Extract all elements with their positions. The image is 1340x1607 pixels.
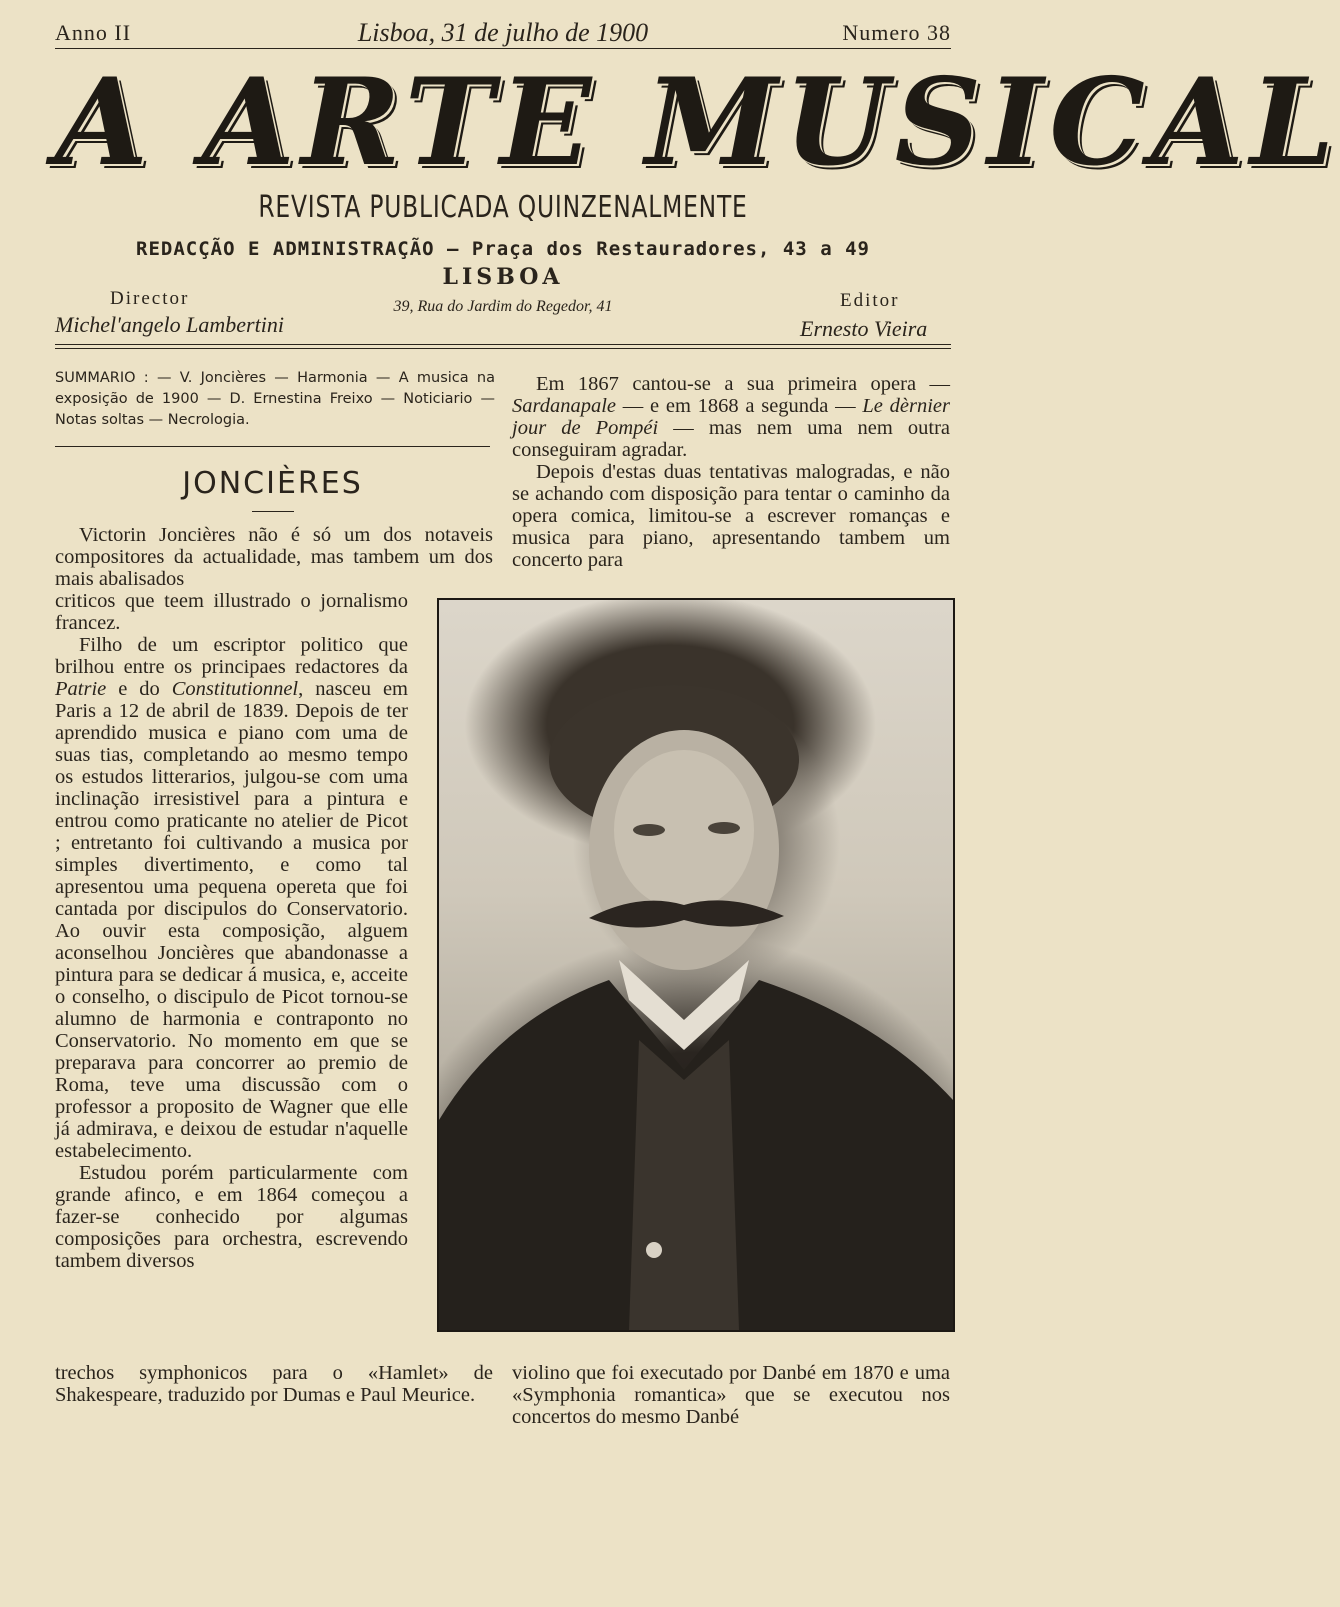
article-paragraph: Depois d'estas duas tentativas malogradas, e não se achando com disposição para tentar o caminho da opera comica, limitou-se a escrever romanças e musica para piano, apresentando tambem um concerto para [512, 461, 950, 571]
issue-header [55, 14, 951, 48]
director-label: Director [110, 288, 190, 309]
article-title: JONCIÈRES [182, 466, 363, 501]
editor-label: Editor [840, 290, 900, 311]
article-left-column [55, 590, 408, 1272]
masthead-title: A ARTE MUSICAL [55, 52, 1340, 193]
article-right-column [512, 373, 950, 571]
masthead-rule-thin [55, 348, 951, 349]
text-run: e do [106, 678, 172, 700]
article-paragraph-intro: Victorin Joncières não é só um dos notaveis compositores da actualidade, mas tambem um dos mais abalisados [55, 524, 493, 590]
editor-name: Ernesto Vieira [800, 316, 928, 341]
masthead-city: LISBOA [442, 264, 564, 290]
title-rule [252, 511, 294, 512]
text-run-italic: Constitutionnel [171, 678, 299, 700]
masthead-redaccao: REDACÇÃO E ADMINISTRAÇÃO — Praça dos Restauradores, 43 a 49 [136, 238, 870, 260]
issue-date: Lisboa, 31 de julho de 1900 [357, 18, 649, 47]
issue-year: Anno II [55, 20, 132, 45]
article-paragraph: Estudou porém particularmente com grande afinco, e em 1864 começou a fazer-se conhecido por algumas composições para orchestra, escrevendo tambem diversos [55, 1162, 408, 1272]
masthead-subtitle: REVISTA PUBLICADA QUINZENALMENTE [258, 190, 748, 225]
text-run: Filho de um escriptor politico que brilhou entre os principaes redactores da [55, 634, 408, 678]
portrait-vest [629, 1040, 739, 1330]
masthead-rule [55, 344, 951, 345]
header-rule [55, 48, 951, 49]
portrait-photo [437, 598, 955, 1332]
text-run: Em 1867 cantou-se a sua primeira opera — [536, 373, 950, 395]
summary-rule [55, 446, 490, 447]
text-run-italic: Sardanapale [512, 395, 617, 417]
portrait-eye-right [708, 822, 740, 834]
portrait-eye-left [633, 824, 665, 836]
issue-number: Numero 38 [842, 20, 951, 45]
portrait-illustration [439, 600, 953, 1330]
article-paragraph [55, 634, 408, 1162]
article-paragraph: criticos que teem illustrado o jornalismo francez. [55, 590, 408, 634]
text-run-italic: Patrie [55, 678, 107, 700]
article-paragraph-continued: violino que foi executado por Danbé em 1870 e uma «Symphonia romantica» que se executou nos concertos do mesmo Danbé [512, 1362, 950, 1428]
text-run: — mas nem uma nem outra conseguiram agradar. [512, 417, 950, 461]
masthead-address: 39, Rua do Jardim do Regedor, 41 [393, 298, 613, 315]
text-run-italic: Le dèrnier jour de Pompéi [512, 395, 950, 439]
summary-block: SUMMARIO : — V. Joncières — Harmonia — A musica na exposição de 1900 — D. Ernestina Freixo — Noticiario — Notas soltas — Necrologia. [55, 370, 495, 428]
text-run: , nasceu em Paris a 12 de abril de 1839. Depois de ter aprendido musica e piano com uma de suas tias, completando ao mesmo tempo os estudos litterarios, julgou-se com uma inclinação irresistivel para a pintura e entrou como praticante no atelier de Picot ; entretanto foi cultivando a musica por simples divertimento, e como tal apresentou uma pequena opereta que foi cantada por discipulos do Conservatorio. Ao ouvir esta composição, alguem aconselhou Joncières que abandonasse a pintura para se dedicar á musica, e, acceite o conselho, o discipulo de Picot tornou-se alumno de harmonia e contraponto no Conservatorio. No momento em que se preparava para concorrer ao premio de Roma, teve uma discussão com o professor a proposito de Wagner que elle já admirava, e deixou de estudar n'aquelle estabelecimento. [55, 678, 408, 1162]
portrait-button [646, 1242, 662, 1258]
director-name: Michel'angelo Lambertini [55, 312, 284, 337]
article-paragraph-continued: trechos symphonicos para o «Hamlet» de Shakespeare, traduzido por Dumas e Paul Meurice. [55, 1362, 493, 1406]
text-run: — e em 1868 a segunda — [616, 395, 863, 417]
article-paragraph [512, 373, 950, 461]
